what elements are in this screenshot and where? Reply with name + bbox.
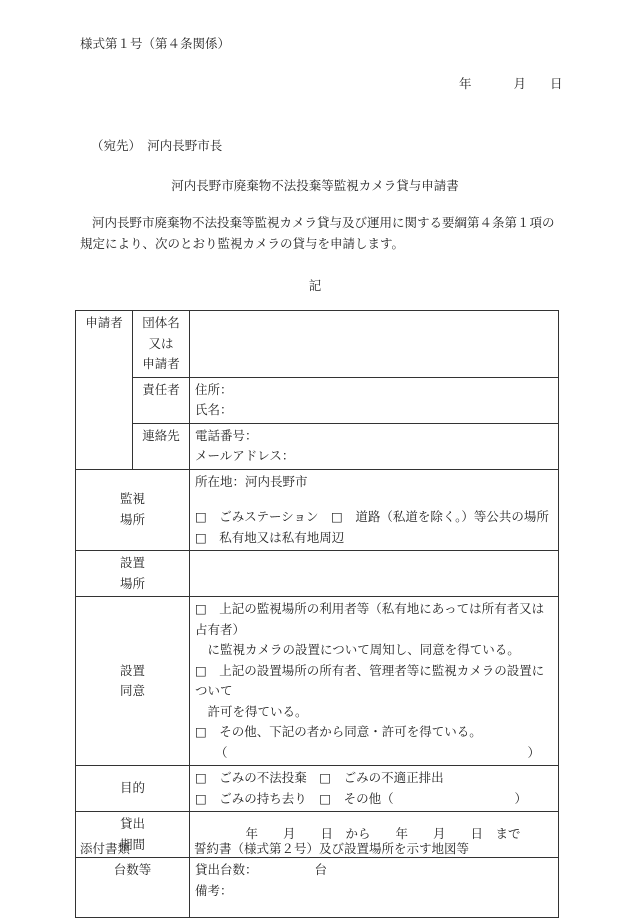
paren-open: （	[215, 744, 228, 760]
org-label-cell	[133, 311, 190, 378]
count-unit: 台	[314, 862, 328, 877]
count-label: 貸出台数：	[195, 862, 258, 877]
monitor-location-label	[76, 469, 190, 551]
remarks-label: 備考：	[195, 882, 233, 898]
date-line	[459, 74, 563, 92]
consent-label-line: 設置	[119, 662, 145, 678]
purpose-close-paren: ）	[514, 790, 527, 806]
purpose-label: 目的	[76, 766, 190, 812]
purpose-line-2[interactable]	[195, 789, 553, 810]
contact-label: 連絡先	[133, 423, 190, 469]
name-label: 氏名：	[195, 402, 233, 417]
purpose-line-1[interactable]: □ ごみの不法投棄 □ ごみの不適正排出	[195, 770, 444, 785]
applicant-org-row	[76, 311, 559, 378]
period-text: 年 月 日 から 年 月 日 まで	[245, 826, 521, 842]
purpose-row	[76, 766, 559, 812]
attachments-label: 添付書類	[80, 841, 131, 856]
responsible-field[interactable]	[190, 377, 559, 423]
application-statement: 河内長野市廃棄物不法投棄等監視カメラ貸与及び運用に関する要綱第４条第１項の規定により、次のとおり監視カメラの貸与を申請します。	[80, 215, 555, 251]
install-location-field[interactable]	[190, 551, 559, 597]
document-title: 河内長野市廃棄物不法投棄等監視カメラ貸与申請書	[171, 178, 459, 193]
consent-label	[76, 597, 190, 766]
install-location-label-line: 設置	[119, 555, 145, 570]
phone-label: 電話番号：	[195, 427, 258, 443]
quantity-row	[76, 858, 559, 918]
consent-option-users-cont: に監視カメラの設置について周知し、同意を得ている。	[195, 642, 520, 657]
date-year: 年	[459, 76, 472, 91]
period-label-line: 期間	[119, 836, 145, 852]
contact-row	[76, 423, 559, 469]
org-name-field[interactable]	[190, 311, 559, 378]
addressee: （宛先） 河内長野市長	[91, 138, 223, 153]
responsible-label: 責任者	[133, 377, 190, 423]
contact-field[interactable]	[190, 423, 559, 469]
ki-marker: 記	[308, 278, 322, 293]
applicant-label: 申請者	[76, 311, 133, 470]
monitor-location-row	[76, 469, 559, 551]
purpose-field[interactable]	[190, 766, 559, 812]
responsible-row	[76, 377, 559, 423]
consent-option-owner[interactable]: □ 上記の設置場所の所有者、管理者等に監視カメラの設置について	[195, 662, 545, 698]
consent-field[interactable]	[190, 597, 559, 766]
monitor-location-label-line: 監視	[119, 491, 145, 507]
consent-option-users[interactable]: □ 上記の監視場所の利用者等（私有地にあっては所有者又は占有者）	[195, 601, 545, 637]
date-month: 月	[513, 76, 527, 91]
org-label-line: 申請者	[142, 356, 180, 371]
date-day: 日	[550, 76, 563, 91]
location-address: 所在地：河内長野市	[195, 473, 308, 489]
monitor-location-label-line: 場所	[119, 511, 145, 527]
form-number-label: 様式第１号（第４条関係）	[80, 36, 231, 51]
quantity-field[interactable]	[190, 858, 559, 918]
attachments-line	[80, 839, 469, 857]
location-option-private[interactable]: □ 私有地又は私有地周辺	[195, 529, 345, 545]
consent-row	[76, 597, 559, 766]
consent-option-other[interactable]: □ その他、下記の者から同意・許可を得ている。	[195, 724, 482, 739]
purpose-other: □ ごみの持ち去り □ その他（	[195, 790, 394, 806]
consent-option-owner-cont: 許可を得ている。	[195, 703, 308, 719]
attachments-text: 誓約書（様式第２号）及び設置場所を示す地図等	[194, 841, 470, 856]
count-line	[195, 860, 553, 881]
install-location-label-line: 場所	[119, 575, 145, 591]
org-label-line: 又は	[148, 335, 174, 351]
email-label: メールアドレス：	[195, 448, 295, 463]
consent-label-line: 同意	[119, 683, 145, 698]
address-label: 住所：	[195, 381, 233, 397]
install-location-row	[76, 551, 559, 597]
consent-other-paren[interactable]	[195, 743, 553, 764]
paren-close: ）	[527, 744, 540, 760]
application-form-table	[75, 310, 559, 918]
org-label-line: 団体名	[142, 315, 180, 330]
period-label-line: 貸出	[119, 816, 145, 831]
quantity-label: 台数等	[76, 858, 190, 918]
install-location-label	[76, 551, 190, 597]
monitor-location-field[interactable]	[190, 469, 559, 551]
location-option-public[interactable]: □ ごみステーション □ 道路（私道を除く。）等公共の場所	[195, 509, 549, 524]
